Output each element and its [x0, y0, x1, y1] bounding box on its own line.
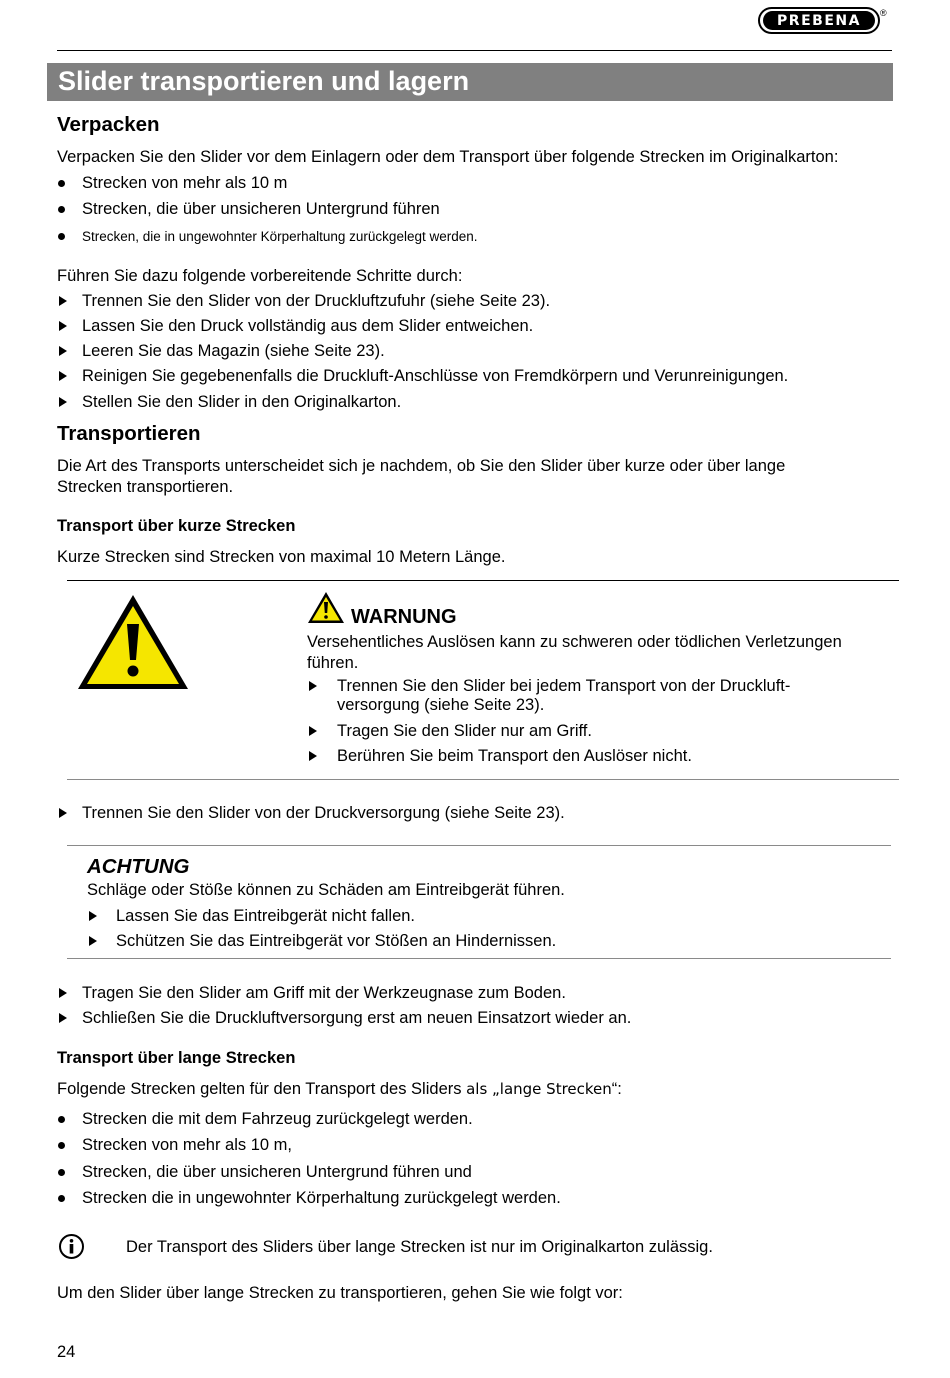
step-text: Trennen Sie den Slider von der Druckluftzufuhr (siehe Seite 23). [82, 292, 551, 310]
bullet-icon [58, 206, 65, 213]
arrow-icon [59, 321, 67, 331]
title-banner [47, 63, 893, 101]
step-text: Tragen Sie den Slider am Griff mit der Werkzeugnase zum Boden. [82, 984, 566, 1002]
registered-mark: ® [880, 8, 887, 18]
brand-logo [758, 7, 880, 34]
caution-text: Schläge oder Stöße können zu Schäden am Eintreibgerät führen. [87, 881, 565, 899]
warning-triangle-icon [75, 592, 191, 692]
list-item-text: Strecken, die über unsicheren Untergrund führen [82, 200, 440, 218]
arrow-icon [309, 681, 317, 691]
verpacken-intro: Verpacken Sie den Slider vor dem Einlagern oder dem Transport über folgende Strecken im Originalkarton: [57, 148, 839, 166]
transportieren-intro: Die Art des Transports unterscheidet sich je nachdem, ob Sie den Slider über kurze oder über lange Strecken transportieren. [57, 457, 786, 496]
list-item-text: Strecken von mehr als 10 m [82, 174, 288, 192]
bullet-icon [58, 1195, 65, 1202]
arrow-icon [309, 726, 317, 736]
intro-part: Folgende Strecken gelten für den Transport des Sliders [57, 1080, 467, 1098]
caution-step-text: Schützen Sie das Eintreibgerät vor Stößen an Hindernissen. [116, 932, 557, 950]
heading-lange-strecken: Transport über lange Strecken [57, 1049, 296, 1067]
brand-logo-text: PREBENA [763, 11, 875, 30]
intro-part: “: [611, 1080, 622, 1098]
arrow-icon [59, 1013, 67, 1023]
page-title: Slider transportieren und lagern [58, 66, 470, 96]
info-text: Der Transport des Sliders über lange Strecken ist nur im Originalkarton zulässig. [126, 1238, 713, 1256]
step-text: Trennen Sie den Slider von der Druckversorgung (siehe Seite 23). [82, 804, 565, 822]
step-text: Schließen Sie die Druckluftversorgung erst am neuen Einsatzort wieder an. [82, 1009, 632, 1027]
list-item-text: Strecken die mit dem Fahrzeug zurückgelegt werden. [82, 1110, 473, 1128]
bullet-icon [58, 233, 65, 240]
arrow-icon [59, 397, 67, 407]
arrow-icon [89, 911, 97, 921]
arrow-icon [309, 751, 317, 761]
heading-verpacken: Verpacken [57, 113, 160, 136]
warning-title: WARNUNG [351, 606, 457, 628]
step-text: Stellen Sie den Slider in den Originalkarton. [82, 393, 402, 411]
list-item-text: Strecken, die über unsicheren Untergrund führen und [82, 1163, 472, 1181]
warning-step-text: Trennen Sie den Slider bei jedem Transport von der Druckluft- [337, 677, 791, 695]
warning-step-text: Berühren Sie beim Transport den Auslöser nicht. [337, 747, 692, 765]
header-rule [57, 50, 892, 51]
caution-bottom-rule [67, 958, 891, 959]
arrow-icon [59, 988, 67, 998]
bullet-icon [58, 1169, 65, 1176]
verpacken-steps-intro: Führen Sie dazu folgende vorbereitende Schritte durch: [57, 267, 463, 285]
caution-step-text: Lassen Sie das Eintreibgerät nicht fallen. [116, 907, 416, 925]
list-item-text: Strecken, die in ungewohnter Körperhaltung zurückgelegt werden. [82, 229, 478, 244]
list-item-text: Strecken von mehr als 10 m, [82, 1136, 293, 1154]
step-text: Lassen Sie den Druck vollständig aus dem Slider entweichen. [82, 317, 534, 335]
warning-step-text: Tragen Sie den Slider nur am Griff. [337, 722, 592, 740]
step-text: Reinigen Sie gegebenenfalls die Druckluft-Anschlüsse von Fremdkörpern und Verunreinigungen. [82, 367, 789, 385]
arrow-icon [89, 936, 97, 946]
page-number: 24 [57, 1343, 76, 1361]
warning-step-continuation: versorgung (siehe Seite 23). [337, 696, 545, 714]
warning-top-rule [67, 580, 899, 581]
bullet-icon [58, 1142, 65, 1149]
arrow-icon [59, 808, 67, 818]
arrow-icon [59, 346, 67, 356]
caution-title: ACHTUNG [87, 855, 190, 878]
list-item-text: Strecken die in ungewohnter Körperhaltung zurückgelegt werden. [82, 1189, 561, 1207]
bullet-icon [58, 1116, 65, 1123]
arrow-icon [59, 296, 67, 306]
lange-strecken-outro: Um den Slider über lange Strecken zu transportieren, gehen Sie wie folgt vor: [57, 1284, 623, 1302]
intro-part-quoted: als „lange Strecken [466, 1080, 612, 1098]
caution-top-rule [67, 845, 891, 846]
lange-strecken-intro [57, 1079, 622, 1100]
info-icon [58, 1233, 85, 1260]
step-text: Leeren Sie das Magazin (siehe Seite 23). [82, 342, 385, 360]
warning-text: Versehentliches Auslösen kann zu schweren oder tödlichen Verletzungen führen. [307, 633, 842, 672]
warning-bottom-rule [67, 779, 899, 780]
arrow-icon [59, 371, 67, 381]
heading-kurze-strecken: Transport über kurze Strecken [57, 517, 296, 535]
kurze-strecken-text: Kurze Strecken sind Strecken von maximal 10 Metern Länge. [57, 548, 506, 566]
heading-transportieren: Transportieren [57, 422, 201, 445]
warning-small-icon [307, 591, 345, 624]
bullet-icon [58, 180, 65, 187]
